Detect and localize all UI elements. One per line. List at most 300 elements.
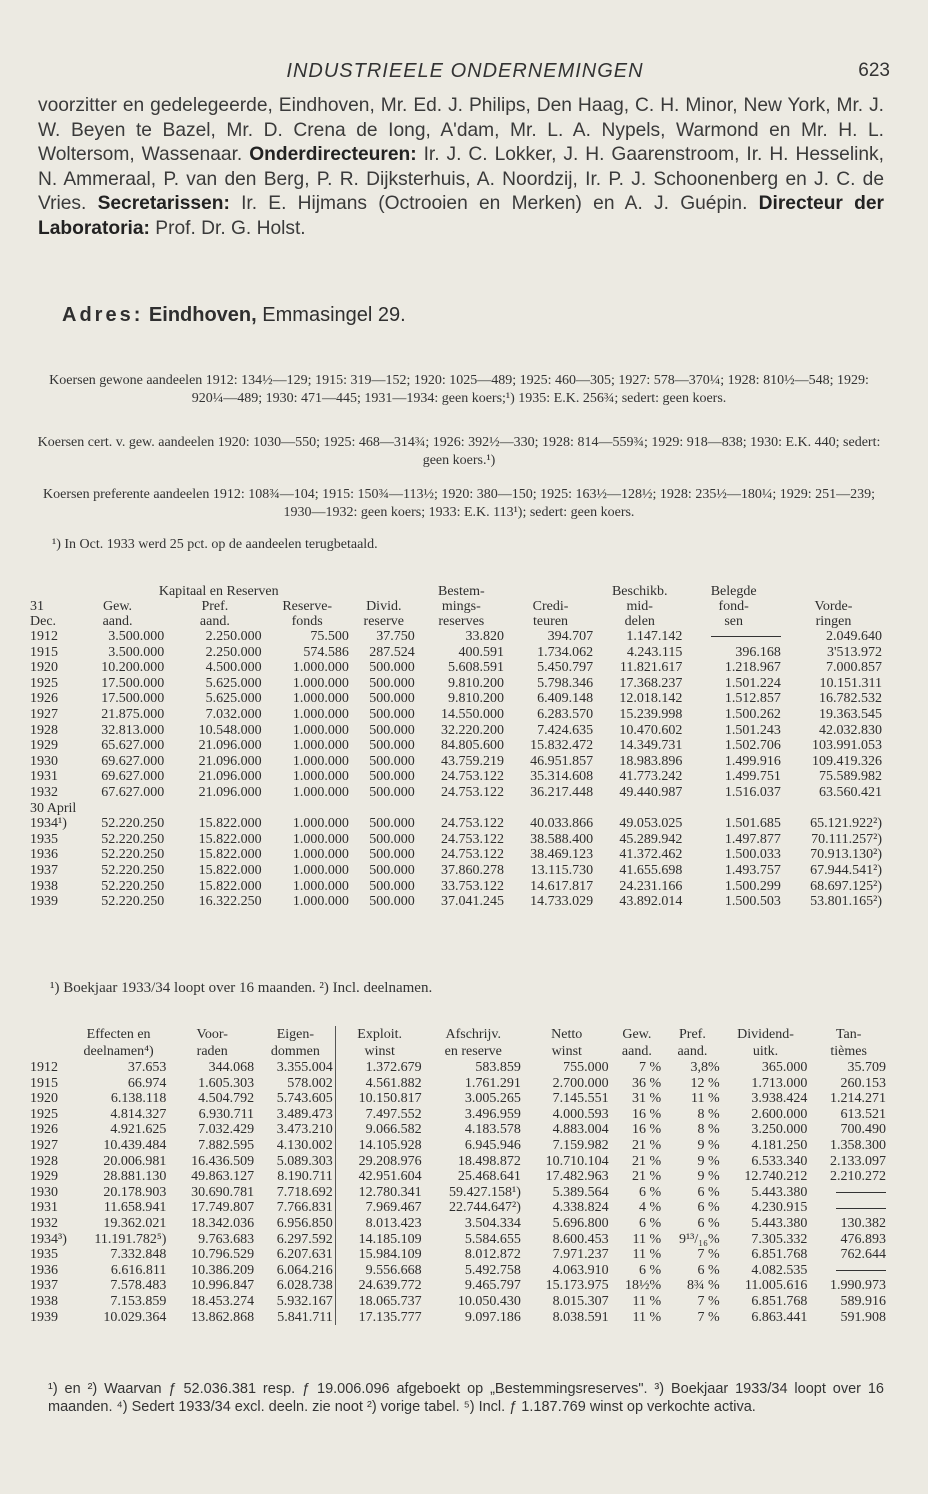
table-cell: 10.439.484 [103, 1137, 167, 1153]
table-cell: 6 % [638, 1215, 662, 1231]
table-cell: 591.908 [840, 1309, 886, 1325]
table-cell: 41.773.242 [619, 769, 683, 785]
secretarissen-text: Ir. E. Hijmans (Octrooien en Merken) en A. J. Guépin. [241, 193, 748, 215]
table-cell [809, 1200, 888, 1216]
table-cell: 1.000.000 [292, 862, 349, 878]
table-cell: 15.822.000 [198, 816, 262, 832]
table-cell: 35.709 [847, 1060, 886, 1075]
table-cell: 10.150.817 [335, 1091, 423, 1107]
table-cell: 1.000.000 [292, 878, 349, 894]
table-cell: 69.627.000 [101, 769, 165, 785]
table-cell: 6.064.216 [276, 1262, 333, 1278]
th-reserve-1: Reserve- [282, 599, 333, 614]
table-cell: 109.419.326 [812, 753, 882, 769]
table-cell: 500.000 [369, 706, 415, 722]
th-divid-1: Divid. [366, 599, 402, 614]
running-title: INDUSTRIEELE ONDERNEMINGEN [286, 60, 644, 82]
row-year: 1932 [30, 784, 58, 800]
koersen-gewone: Koersen gewone aandeelen 1912: 134½—129; 1915: 319—152; 1920: 1025—489; 1925: 460—305; 1927: 578—370¼; 1928: 810½—548; 1929: 920¼—489; 1930: 471—445; 1931—1934: geen koers;¹) 1935: E.K. 256¾; sedert: geen koers. [49, 373, 869, 406]
th-gew-1: Gew. [103, 599, 133, 614]
table-cell: 5.608.591 [447, 660, 504, 676]
row-year: 1939 [30, 894, 58, 910]
row-year: 1928 [30, 722, 58, 738]
table-cell: 3.504.334 [464, 1215, 521, 1231]
table-cell: 1.501.224 [724, 675, 781, 691]
table-cell: 500.000 [369, 878, 415, 894]
table-cell: 19.363.545 [819, 706, 882, 722]
table-cell: 1.000.000 [292, 691, 349, 707]
row-year: 1935 [30, 831, 58, 847]
table-cell: 15.239.998 [619, 706, 683, 722]
table-cell: 75.589.982 [819, 769, 882, 785]
table-cell: 5.089.303 [276, 1153, 333, 1169]
table-cell: 6 % [697, 1262, 720, 1278]
table-cell: 500.000 [369, 816, 415, 832]
address-label: Adres: [62, 304, 144, 326]
table-cell: 2.049.640 [826, 629, 882, 644]
table-cell: 7.032.429 [198, 1122, 255, 1138]
table-cell: 1.501.243 [724, 722, 781, 738]
table-cell: 21.096.000 [198, 769, 262, 785]
table-cell: 344.068 [208, 1060, 255, 1075]
table-cell: 65.121.922²) [810, 816, 882, 832]
table-cell: 6.138.118 [110, 1091, 167, 1107]
th2-pref-2: aand. [677, 1044, 708, 1059]
th-pref-2: aand. [199, 614, 230, 629]
table-cell: 5.625.000 [205, 675, 262, 691]
april-label: 30 April [30, 800, 77, 816]
table-cell: 67.627.000 [101, 784, 165, 800]
th-beschikb-3: delen [624, 614, 655, 629]
table-cell: 6.028.738 [276, 1278, 333, 1294]
table-cell: 36.217.448 [530, 784, 594, 800]
table-cell: 36 % [631, 1075, 662, 1091]
table-cell: 5.389.564 [552, 1184, 609, 1200]
table-cell [809, 1185, 888, 1201]
table-row [28, 1138, 888, 1154]
table-cell: 24.753.122 [440, 784, 504, 800]
row-year: 1912 [30, 629, 58, 644]
table-cell: 5.584.655 [464, 1231, 521, 1247]
group-header: Kapitaal en Reserven [158, 584, 279, 599]
table-cell: 500.000 [369, 660, 415, 676]
table-cell: 8 % [697, 1122, 720, 1138]
table-cell: 70.111.257²) [811, 831, 882, 847]
table-cell: 52.220.250 [101, 816, 165, 832]
table-cell: 4.082.535 [751, 1262, 808, 1278]
board-text: voorzitter en gedelegeerde, Eindhoven, Mr. Ed. J. Philips, Den Haag, C. H. Minor, New York, Mr. J. W. Beyen te Bazel, Mr. D. Crena de Iong, A'dam, Mr. L. A. Nypels, Warmond en Mr. H. L. Woltersom, Wassenaar. [38, 95, 884, 166]
table-cell: 24.753.122 [440, 816, 504, 832]
row-year: 1915 [30, 644, 58, 660]
row-year: 1927 [30, 1137, 58, 1153]
table-cell: 2.600.000 [751, 1106, 808, 1122]
table-cell: 33.820 [465, 629, 504, 644]
table-cell: 52.220.250 [101, 894, 165, 910]
table-row [28, 660, 884, 676]
table-cell: 9 % [697, 1137, 720, 1153]
table-cell: 4.504.792 [198, 1091, 255, 1107]
th2-pref-1: Pref. [679, 1027, 706, 1042]
table-cell: 7.497.552 [335, 1107, 423, 1123]
table-cell: 5.798.346 [537, 675, 594, 691]
table-row [28, 629, 884, 645]
table-row [28, 1263, 888, 1279]
table-cell: 10.710.104 [545, 1153, 609, 1169]
table-cell: 1.214.271 [830, 1091, 886, 1107]
table-cell: 59.427.158¹) [449, 1184, 521, 1200]
table-cell: 7.969.467 [335, 1200, 423, 1216]
table-cell: 33.753.122 [440, 878, 504, 894]
table-cell: 3.250.000 [751, 1122, 808, 1138]
table-cell: 14.105.928 [335, 1138, 423, 1154]
table-cell [684, 629, 783, 645]
table-cell: 10.386.209 [191, 1262, 255, 1278]
table-row [28, 769, 884, 785]
table-cell: 1.501.685 [724, 816, 781, 832]
table-cell: 7 % [697, 1309, 720, 1325]
table-row [28, 1294, 888, 1310]
table-cell: 53.801.165²) [810, 894, 882, 910]
table-cell: 10.996.847 [191, 1278, 255, 1294]
table-cell: 574.586 [303, 644, 349, 660]
row-year: 1937 [30, 862, 58, 878]
table-cell: 37.750 [376, 629, 415, 644]
table-cell: 13.115.730 [530, 862, 594, 878]
table-cell: 1.493.757 [724, 862, 781, 878]
table-cell: 3.500.000 [108, 644, 165, 660]
onderdirecteuren-text: Ir. J. C. Lokker, J. H. Gaarenstroom, Ir. H. Hesselink, N. Ammeraal, P. van den Berg, P. R. Dijksterhuis, A. Noordzij, Ir. P. J. Schoonenberg en J. C. de Vries. [38, 144, 884, 215]
table-cell: 42.951.604 [335, 1169, 423, 1185]
th-bestemmings-3: reserves [438, 614, 485, 629]
table-cell: 2.133.097 [830, 1153, 886, 1169]
table-cell: 4.561.882 [335, 1076, 423, 1092]
table-cell: 500.000 [369, 831, 415, 847]
table-cell: 18.983.896 [619, 753, 683, 769]
table-cell: 8.015.307 [552, 1293, 609, 1309]
row-year: 1912 [30, 1060, 58, 1075]
row-year: 1925 [30, 675, 58, 691]
th-pref-1: Pref. [201, 599, 229, 614]
table-cell: 1.499.751 [724, 769, 781, 785]
table-cell: 17.368.237 [619, 675, 683, 691]
table-cell: 6.956.850 [276, 1215, 333, 1231]
table-cell: 6.863.441 [751, 1309, 808, 1325]
table-cell: 12 % [690, 1075, 720, 1091]
table-cell: 19.362.021 [103, 1215, 167, 1231]
table-cell: 68.697.125²) [810, 878, 882, 894]
bezittingen-winst-table [28, 1026, 888, 1325]
table-cell: 37.041.245 [440, 894, 504, 910]
table-cell: 5.625.000 [205, 691, 262, 707]
table-cell: 6.616.811 [110, 1262, 167, 1278]
table-cell: 1.512.857 [724, 691, 781, 707]
th2-afschrijv-1: Afschrijv. [445, 1027, 501, 1042]
th-year-1: 31 [30, 599, 44, 614]
table-cell: 52.220.250 [101, 847, 165, 863]
th-belegde-3: sen [724, 614, 743, 629]
row-year: 1927 [30, 706, 58, 722]
table-cell: 500.000 [369, 862, 415, 878]
page-header [40, 60, 890, 90]
row-year: 1937 [30, 1278, 58, 1294]
table-cell: 1.372.679 [335, 1060, 423, 1076]
table-cell: 7.032.000 [205, 706, 262, 722]
table-cell: 40.033.866 [530, 816, 594, 832]
th2-voorraden-2: raden [196, 1044, 228, 1059]
table-cell: 5.696.800 [552, 1215, 609, 1231]
table-cell: 38.588.400 [530, 831, 594, 847]
th-bestemmings-2: mings- [441, 599, 481, 614]
table-cell: 500.000 [369, 784, 415, 800]
table-cell [809, 1263, 888, 1279]
table-cell: 11 % [632, 1309, 662, 1325]
table-cell: 500.000 [369, 769, 415, 785]
dash-mark [836, 1192, 886, 1193]
table-cell: 4.814.327 [110, 1106, 167, 1122]
address-city: Eindhoven, [148, 304, 257, 326]
table-cell: 8.190.711 [277, 1169, 333, 1185]
table-row [28, 707, 884, 723]
table-cell: 12.780.341 [335, 1185, 423, 1201]
row-year: 1938 [30, 1293, 58, 1309]
table-cell: 2.210.272 [830, 1169, 886, 1185]
table-cell: 500.000 [369, 753, 415, 769]
row-year: 1928 [30, 1153, 58, 1169]
table-cell: 49.440.987 [619, 784, 683, 800]
table-cell: 10.470.602 [619, 722, 683, 738]
table-cell: 43.892.014 [619, 894, 683, 910]
table1-footnote: ¹) Boekjaar 1933/34 loopt over 16 maanden. ²) Incl. deelnamen. [50, 980, 433, 996]
table-cell: 21.096.000 [198, 738, 262, 754]
table-cell: 7 % [697, 1293, 720, 1309]
table-row [28, 645, 884, 661]
table-cell: 500.000 [369, 738, 415, 754]
table-cell: 22.744.647²) [449, 1200, 521, 1216]
table-cell: 1.000.000 [292, 722, 349, 738]
table-cell: 14.733.029 [530, 894, 594, 910]
table-cell: 31 % [631, 1091, 662, 1107]
table-cell: 2.250.000 [205, 629, 262, 644]
table-cell: 14.617.817 [530, 878, 594, 894]
table-cell: 500.000 [369, 691, 415, 707]
table-cell: 28.881.130 [103, 1169, 167, 1185]
th-year-2: Dec. [30, 614, 57, 629]
table-cell: 18.498.872 [457, 1153, 521, 1169]
table-cell: 24.231.166 [619, 878, 683, 894]
th2-tantiemes-1: Tan- [835, 1027, 862, 1042]
th2-eigendommen-2: dommen [270, 1044, 320, 1059]
table-cell: 9¹³/₁₆% [678, 1231, 720, 1247]
table-cell: 15.984.109 [335, 1247, 423, 1263]
th2-gew-1: Gew. [622, 1027, 652, 1042]
table-cell: 11 % [632, 1247, 662, 1263]
table-cell: 21.096.000 [198, 753, 262, 769]
table-cell: 24.753.122 [440, 831, 504, 847]
table-cell: 20.178.903 [103, 1184, 167, 1200]
table-cell: 8¾ % [687, 1278, 720, 1294]
table-cell: 1.000.000 [292, 738, 349, 754]
table-cell: 7.305.332 [751, 1231, 808, 1247]
row-year: 1938 [30, 878, 58, 894]
row-year: 1931 [30, 769, 58, 785]
april-row [28, 801, 884, 817]
table-cell: 4.883.004 [552, 1122, 609, 1138]
table-cell: 75.500 [310, 629, 349, 644]
table-cell: 16.322.250 [198, 894, 262, 910]
page-number: 623 [858, 60, 890, 81]
th-credi-2: teuren [533, 614, 569, 629]
table-cell: 11 % [632, 1231, 662, 1247]
table-cell: 613.521 [840, 1106, 886, 1122]
table-cell: 7.718.692 [276, 1184, 333, 1200]
table-cell: 1.502.706 [724, 738, 781, 754]
table-cell: 3.473.210 [276, 1122, 333, 1138]
table-cell: 1.497.877 [724, 831, 781, 847]
table-cell: 1.000.000 [292, 769, 349, 785]
table-row [28, 1278, 888, 1294]
koersen-preferente: Koersen preferente aandeelen 1912: 108¾—104; 1915: 150¾—113½; 1920: 380—150; 1925: 163½—128½; 1928: 235½—180¼; 1929: 251—239; 1930—1932: geen koers; 1933: E.K. 113¹); sedert: geen koers. [43, 487, 875, 520]
table-cell: 3.500.000 [108, 629, 165, 644]
table-cell: 130.382 [840, 1215, 886, 1231]
table-cell: 29.208.976 [335, 1154, 423, 1170]
table-row [28, 1310, 888, 1326]
table-cell: 287.524 [369, 644, 415, 660]
th2-voorraden-1: Voor- [196, 1027, 228, 1042]
row-year: 1934¹) [30, 816, 67, 832]
table-cell: 15.822.000 [198, 862, 262, 878]
table-cell: 7.971.237 [552, 1247, 609, 1263]
table-cell: 4 % [638, 1200, 662, 1216]
table-cell: 5.450.797 [537, 660, 594, 676]
table-row [28, 1247, 888, 1263]
table-cell: 589.916 [840, 1293, 886, 1309]
table-cell: 7.578.483 [110, 1278, 167, 1294]
table-cell: 52.220.250 [101, 878, 165, 894]
table-cell: 3.489.473 [276, 1106, 333, 1122]
table-cell: 103.991.053 [812, 738, 882, 754]
table-cell: 9.097.186 [464, 1309, 521, 1325]
table-row [28, 816, 884, 832]
table-cell: 18.342.036 [191, 1215, 255, 1231]
table-cell: 7.882.595 [198, 1137, 255, 1153]
table-cell: 700.490 [840, 1122, 886, 1138]
th2-dividend-1: Dividend- [737, 1027, 794, 1042]
table-cell: 1.000.000 [292, 706, 349, 722]
th-gew-2: aand. [102, 614, 133, 629]
table-cell: 32.220.200 [440, 722, 504, 738]
table-cell: 15.822.000 [198, 878, 262, 894]
table-cell: 7.766.831 [276, 1200, 333, 1216]
dash-mark [836, 1208, 886, 1209]
table-cell: 10.200.000 [101, 660, 165, 676]
table-cell: 9 % [697, 1169, 720, 1185]
table-cell: 1.500.262 [724, 706, 781, 722]
table-cell: 15.173.975 [545, 1278, 609, 1294]
table-cell: 8.038.591 [552, 1309, 609, 1325]
table-cell: 12.018.142 [619, 691, 683, 707]
row-year: 1934³) [30, 1231, 67, 1247]
table-cell: 63.560.421 [819, 784, 882, 800]
table-cell: 46.951.857 [530, 753, 594, 769]
table-cell: 2.700.000 [552, 1075, 609, 1091]
table-cell: 7.424.635 [537, 722, 594, 738]
table-cell: 6.283.570 [537, 706, 594, 722]
table-cell: 10.029.364 [103, 1309, 167, 1325]
table-cell: 394.707 [547, 629, 594, 644]
kapitaal-reserven-table [28, 584, 884, 910]
koersen-note: ¹) In Oct. 1933 werd 25 pct. op de aandeelen terugbetaald. [52, 537, 378, 552]
table-cell: 4.230.915 [751, 1200, 808, 1216]
th2-gew-2: aand. [621, 1044, 652, 1059]
th2-exploit-1: Exploit. [335, 1026, 423, 1043]
table-cell: 18.453.274 [191, 1293, 255, 1309]
table-cell: 12.740.212 [744, 1169, 808, 1185]
th-beschikb-2: mid- [626, 599, 653, 614]
table-cell: 21 % [631, 1169, 662, 1185]
table-cell: 476.893 [840, 1231, 886, 1247]
th2-netto-1: Netto [551, 1027, 583, 1042]
table-cell: 1.218.967 [724, 660, 781, 676]
table-cell: 11 % [632, 1293, 662, 1309]
table-cell: 16 % [631, 1106, 662, 1122]
table-cell: 6 % [638, 1184, 662, 1200]
table-cell: 1.000.000 [292, 675, 349, 691]
table-cell: 762.644 [840, 1247, 886, 1263]
row-year: 1926 [30, 691, 58, 707]
th2-eigendommen-1: Eigen- [276, 1027, 315, 1042]
table-row [28, 894, 884, 910]
address-line [62, 304, 406, 327]
table-cell: 1.000.000 [292, 816, 349, 832]
table-cell: 3.355.004 [276, 1060, 333, 1075]
table-row [28, 1216, 888, 1232]
table-cell: 7.145.551 [552, 1091, 609, 1107]
table-cell: 1.734.062 [537, 644, 594, 660]
address-street: Emmasingel 29. [262, 304, 406, 326]
table-cell: 17.749.807 [191, 1200, 255, 1216]
table-cell: 10.151.311 [819, 675, 882, 691]
th-vorde-2: ringen [815, 614, 852, 629]
koersen-cert: Koersen cert. v. gew. aandeelen 1920: 1030—550; 1925: 468—314¾; 1926: 392½—330; 1928: 814—559¾; 1929: 918—838; 1930: E.K. 440; sedert: geen koers.¹) [37, 435, 881, 468]
label-onderdirecteuren: Onderdirecteuren: [249, 144, 417, 166]
table-row [28, 1107, 888, 1123]
table-cell: 65.627.000 [101, 738, 165, 754]
table-cell: 1.000.000 [292, 660, 349, 676]
table-cell: 35.314.608 [530, 769, 594, 785]
table-cell: 4.130.002 [276, 1137, 333, 1153]
table-cell: 260.153 [840, 1075, 886, 1091]
table-cell: 52.220.250 [101, 831, 165, 847]
table-row [28, 847, 884, 863]
table-cell: 37.860.278 [440, 862, 504, 878]
table-cell: 4.000.593 [552, 1106, 609, 1122]
table-cell: 8.013.423 [335, 1216, 423, 1232]
table-cell: 1.605.303 [198, 1075, 255, 1091]
label-directeur: Directeur der Laboratoria: [38, 193, 884, 239]
label-secretarissen: Secretarissen: [97, 193, 230, 215]
table-cell: 69.627.000 [101, 753, 165, 769]
table-cell: 15.832.472 [530, 738, 594, 754]
table-cell: 1.499.916 [724, 753, 781, 769]
table-cell: 70.913.130²) [810, 847, 882, 863]
th2-effecten-2: deelnamen⁴) [83, 1044, 154, 1059]
table-row [28, 1122, 888, 1138]
table-row [28, 1200, 888, 1216]
table-cell: 5.841.711 [277, 1309, 333, 1325]
table-row [28, 1232, 888, 1248]
table-cell: 14.550.000 [440, 706, 504, 722]
th-credi-1: Credi- [532, 599, 569, 614]
